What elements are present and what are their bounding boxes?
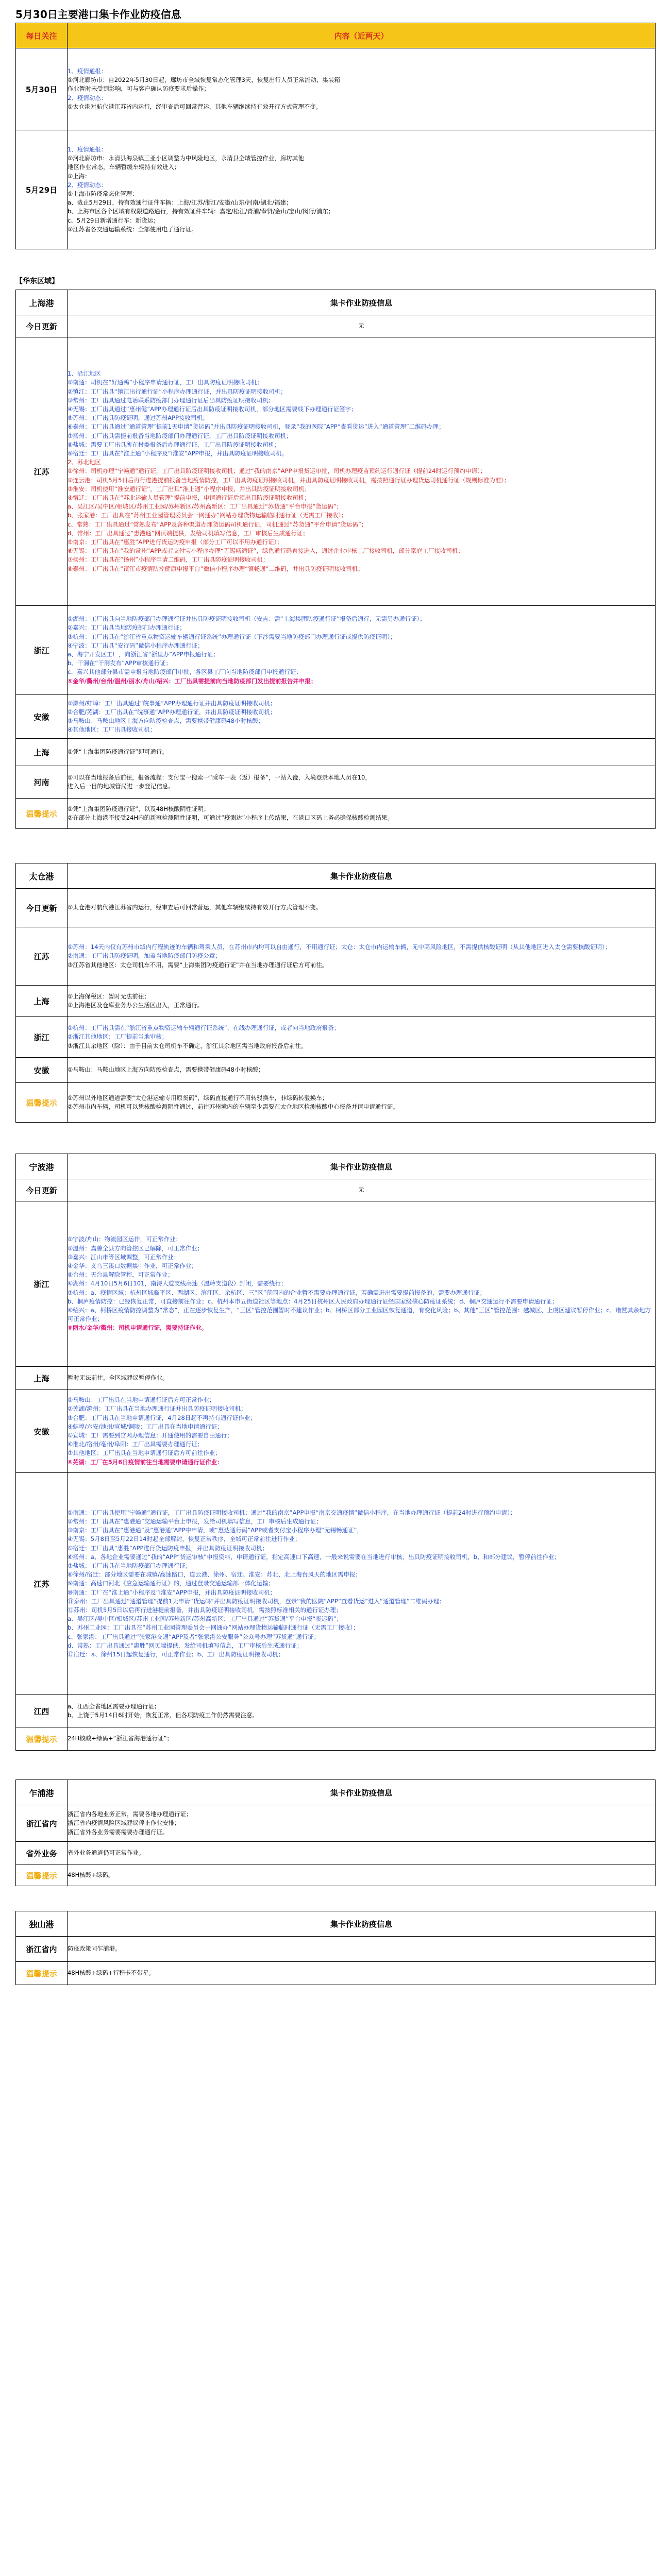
content-line: ⑦盐城：工厂出具在当地防疫部门办理通行证；	[68, 1562, 192, 1569]
region-label: 浙江	[16, 1017, 68, 1058]
notice-label: 温馨提示	[16, 1727, 68, 1751]
content-line: ③常州：工厂出具通过电话联系防疫部门办理通行证后出具防疫证明接收司机；	[68, 396, 275, 404]
content-line: ⑦杭州：a、疫情区域：杭州区域临平区、西湖区、滨江区、余杭区、三“区”范围内的企业暂不需要办理通行证，若确需进出需要提前报备的，需要办理通行证；	[68, 1289, 486, 1296]
content-line: ①苏州：14天内仅有苏州市域内行程轨迹的车辆和驾乘人员，在苏州市内均可以自由通行，不用通行证；太仓：太仓市内运输车辆，无中高风险地区，不需提供核酸证明（从其他地区进入太仓需要核酸证明）；	[68, 943, 611, 951]
content-line: b、上饶于5月14日6时开始，恢复正常，但各项防疫工作仍然需要注意。	[68, 1711, 259, 1719]
content-line: ②南通：工厂出具防疫证明，加盖当地防疫部门防疫公章；	[68, 952, 221, 960]
content-line: ①宁波/舟山：物流园区运作，可正常作业；	[68, 1235, 182, 1243]
content-line: ⑥淮北/宿州/亳州/阜阳：工厂出具需要办理通行证；	[68, 1440, 204, 1448]
content-line: ②常州：工厂出具在“惠港通”交通运输平台上申报，发给司机填写信息，工厂审核后生成通行证；	[68, 1517, 322, 1525]
page-title: 5月30日主要港口集卡作业防疫信息	[15, 8, 181, 21]
region-label: 江西	[16, 1695, 68, 1727]
notice-label: 温馨提示	[16, 1962, 68, 1985]
region-content	[68, 1473, 656, 1695]
notice-content	[68, 1083, 656, 1123]
content-line: ③马鞍山：马鞍山地区上海方向防疫检查点，需要携带健康码48小时核酸；	[68, 717, 264, 724]
region-label: 浙江省内	[16, 1937, 68, 1962]
region-content	[68, 766, 656, 799]
content-line: b、苏州工业园：工厂出具在“苏州工业园管理委员会一网通办”网站办理货物运输临时通行证（无需工厂接收）；	[68, 1624, 359, 1632]
region-content	[68, 1695, 656, 1727]
region-content	[68, 337, 656, 606]
content-line: 1、疫情通报：	[68, 145, 107, 153]
content-line: ②镇江：工厂出具“镇江出行通行证”小程序办理通行证，并出具防疫证明接收司机；	[68, 387, 287, 395]
content-line: ⑬宿迁：a、徐州15日起恢复通行，可正常作业；b、工厂出具防疫证明接收司机；	[68, 1651, 284, 1658]
content-line: ⑤苏州：工厂出具防疫证明，通过苏州APP接收司机；	[68, 414, 209, 422]
content-line: ⑨宿迁：工厂出具在“淮上通”小程序及“i淮安”APP申报，并出具防疫证明接收司机。	[68, 449, 288, 457]
port-name: 独山港	[16, 1911, 68, 1937]
region-content	[68, 695, 656, 739]
region-content	[68, 927, 656, 986]
content-line: ⑥泰州：工厂出具通过“通道管理”提前1天申请“货运码”并出具防疫证明接收司机，登录“我的医院”APP“查看货运”进入“通道管理”二维码办理；	[68, 423, 445, 431]
content-line: ②芜湖/滁州：工厂出具在当地办理通行证并出具防疫证明接收司机；	[68, 1405, 247, 1413]
content-line: ①太仓港对航代港江苏省内运行，经审查后可回常营运，其他车辆继续持有效开行方式管理不变。	[68, 103, 322, 110]
content-line: ③南京：工厂出具在“惠港通”及“惠港通”APP中申请，或“惠达通行码”APP或者支付宝小程序办理“无锡畅通证”，	[68, 1527, 363, 1534]
content-line: ②连云港：司机5月5日后再行进港提前报备当地疫情防控，工厂出具防疫证明接收司机，并出具防疫证明接收司机，需按照通行证办理货运司机通行证（规则标准为准）；	[68, 476, 510, 484]
update-label: 今日更新	[16, 1179, 68, 1201]
region-label: 省外业务	[16, 1842, 68, 1865]
region-label: 江苏	[16, 1473, 68, 1695]
port-header: 集卡作业防疫信息	[68, 1911, 656, 1937]
region-content	[68, 986, 656, 1017]
content-line: ①凭“上海集团防疫通行证”，以及48H核酸阴性证明；	[68, 805, 210, 812]
content-line: ②江苏省各交通运输系统：全部使用电子通行证。	[68, 225, 197, 233]
section-label: 【华东区域】	[15, 277, 59, 285]
port-name: 太仓港	[16, 863, 68, 889]
content-line: ⑥扬州：a、各地企业需要通过“我的”APP“货运审核”申报资料，申请通行证，指定高速口下高速，一般来说需要在当地进行审核，出具防疫证明接收司机，b、和部分建议，暂停前往作业；	[68, 1553, 560, 1561]
port-name: 上海港	[16, 290, 68, 315]
content-line: ④宿迁：工厂出具在“苏北运输人员管理”提前申报，申请通行证后须出具防疫证明接收司机；	[68, 494, 310, 501]
content-line: ⑤宣城：工厂需要到官网办理信息：开通使用的需要自由通行；	[68, 1432, 233, 1439]
region-content	[68, 1058, 656, 1083]
daily-content	[68, 48, 656, 130]
content-line: ①马鞍山：工厂出具在当地申请通行证后方可正常作业；	[68, 1396, 215, 1404]
region-content	[68, 1367, 656, 1390]
port-name: 宁波港	[16, 1154, 68, 1179]
content-line: a、海宁开发区工厂，向浙江省“浙里办”APP申报通行证；	[68, 651, 219, 658]
update-value: 无	[68, 315, 656, 337]
content-line: ②浙江其他地区：工厂提前当地审核；	[68, 1033, 168, 1041]
content-line: 48H核酸+绿码。	[68, 1871, 114, 1879]
content-line: 浙江省内疫情风险区域建议停止作业安排；	[68, 1819, 180, 1827]
content-line: ⑧泰州：工厂出具在“镇江市疫情防控健康申报平台”微信小程序办理“镇畅通”二维码，并出具防疫证明接收司机；	[68, 565, 364, 572]
content-line: ⑩南通：工厂在“淮上通”小程序及“i淮安”APP申报，并出具防疫证明接收司机；	[68, 1588, 276, 1596]
content-line: ⑪泰州：工厂出具通过“通道管理”提前1天申请“货运码”并出具防疫证明接收司机，登录“我的医院”APP“查看货运”进入“通道管理”二维码办理；	[68, 1597, 445, 1605]
region-content	[68, 739, 656, 766]
content-line: ②嘉兴：工厂出具当地防疫部门办理通行证；	[68, 624, 186, 632]
update-content	[68, 889, 656, 927]
content-line: ③合肥：工厂出具在当地申请通行证，4月28日起不再持有通行证作业；	[68, 1414, 256, 1421]
content-line: ④金华：义乌三溪口数据集中作业，可正常作业；	[68, 1262, 197, 1269]
region-content	[68, 1937, 656, 1962]
daily-content	[68, 130, 656, 249]
content-header: 内容（近两天）	[68, 23, 656, 48]
content-line: 作业暂时未受到影响，可与客户确认防疫要求后操作；	[68, 85, 210, 93]
content-line: 2、疫情动态：	[68, 94, 107, 101]
notice-content	[68, 799, 656, 829]
region-content	[68, 1390, 656, 1473]
region-content	[68, 1201, 656, 1367]
content-line: ④其他地区：工厂出具接收司机；	[68, 726, 156, 734]
content-line: ⑤金华/衢州/台州/温州/丽水/舟山/绍兴：工厂出具需提前向当地防疫部门发出提前报告并申报；	[68, 677, 317, 685]
notice-label: 温馨提示	[16, 1083, 68, 1123]
content-line: ⑨南通：高速口河北《应急运输通行证》的，通过登录交通运输部一体化运输；	[68, 1580, 275, 1587]
daily-focus-table	[15, 23, 656, 249]
content-line: ①太仓港对航代港江苏省内运行，经审查后可回常营运，其他车辆继续持有效开行方式管理不变。	[68, 904, 322, 911]
content-line: d、常熟：工厂出具通过“惠胜”网页端提供，发给司机填写信息，工厂审核后生成通行证；	[68, 1641, 303, 1649]
content-line: b、张家港：工厂出具在“苏州工业园管理委员会一网通办”网站办理货物运输临时通行证（无需工厂接收）；	[68, 512, 347, 519]
content-line: b、上海市区各个区域有权限道路通行，持有效证件车辆：嘉定/松江/青浦/奉贤/金山/宝山/闵行/浦东；	[68, 208, 334, 215]
notice-label: 温馨提示	[16, 799, 68, 829]
content-line: ⑤宿迁：工厂出具“惠胜”APP进行货运防疫申报，并出具防疫证明接收司机；	[68, 1544, 268, 1552]
content-line: ④蚌埠/六安/池州/宣城/铜陵：工厂出具在当地申请通行证；	[68, 1422, 223, 1430]
content-line: ⑦其他地区：工厂出具在当地申请通行证后方可前往作业；	[68, 1449, 221, 1457]
content-line: ①南通：工厂出具使用“宁畅通”通行证，工厂出具防疫证明接收司机；通过“我的南京”APP申报“南京交通疫情”微信小程序，在当地办理通行证（提前24时进行预约申请）；	[68, 1509, 516, 1516]
content-line: 1、沿江地区	[68, 370, 101, 378]
date-cell: 5月30日	[16, 48, 68, 130]
content-line: ②合肥/芜湖：工厂出具在“皖事通”APP办理通行证，并出具防疫证明接收司机；	[68, 708, 276, 716]
content-line: 地区作业常态，车辆暂缓车辆持有效进入；	[68, 163, 180, 171]
region-label: 河南	[16, 766, 68, 799]
region-label: 浙江	[16, 1201, 68, 1367]
content-line: ①徐州：司机办理“宁畅通”通行证，工厂出具防疫证明接收司机；通过“我的南京”APP申报货运审批，司机办理疫苗预约运行通行证（提前24时运行预约申请）；	[68, 467, 487, 475]
content-line: a、江西全省地区需要办理通行证；	[68, 1702, 160, 1710]
content-line: ①凭“上海集团防疫通行证”即可通行。	[68, 748, 168, 756]
content-line: 省外业务通道仍可正常作业。	[68, 1849, 145, 1857]
content-line: 暂时无法前往，全区域建议暂停作业。	[68, 1374, 169, 1382]
content-line: ⑧绍兴：a、柯桥区疫情防控调整为“常态”，正在逐步恢复生产，“三区”管控范围暂时不建议作业；b、柯桥区部分工业园区恢复通道，有变化风险；b、其他“三区”管控范围：越城区、上虞区建议暂停作业；c、诸暨其余地方可正常作业；	[68, 1307, 651, 1323]
content-line: a、吴江区/吴中区/相城区/苏州工业园/苏州新区/苏州高新区：工厂出具通过“苏货通”平台申报“货运码”；	[68, 503, 343, 511]
region-content	[68, 606, 656, 695]
content-line: ③杭州：工厂出具在“浙江省重点物资运输车辆通行证系统”办理通行证（下沙需要当地防疫部门办理通行证或提供防疫证明）；	[68, 633, 396, 640]
content-line: ②温州：嘉善全县方向管控区已解除，可正常作业；	[68, 1244, 204, 1252]
port-table-ningbo	[15, 1154, 656, 1751]
content-line: ①湖州：工厂出具向当地防疫部门办理通行证并出具防疫证明接收司机（安吉：需“上海集团防疫通行证”报备后通行，无需另办通行证）；	[68, 615, 426, 623]
date-cell: 5月29日	[16, 130, 68, 249]
port-table-zhapu	[15, 1780, 656, 1886]
content-line: ⑤南京：工厂出具在“惠胜”APP进行货运防疫申报（部分工厂可以不用办通行证）；	[68, 538, 283, 546]
region-content	[68, 1805, 656, 1842]
port-table-shanghai	[15, 290, 656, 829]
notice-label: 温馨提示	[16, 1865, 68, 1886]
content-line: c、张家港：工厂出具通过“张家港交通”APP及者“张家港公安服务”公众号办理“苏货通”通行证；	[68, 1633, 320, 1640]
update-label: 今日更新	[16, 889, 68, 927]
content-line: ⑧徐州/宿迁：部分地区需要在城镇/高速路口，连云港、徐州、宿迁、淮安：苏北、北上海台风天的地区需申报；	[68, 1571, 362, 1579]
content-line: ③江苏省其他地区：太仓司机车不用，需要“上海集团防疫通行证”并在当地办理通行证后方可前往。	[68, 961, 328, 969]
content-line: c、嘉兴其他部分县市需申报当地防疫部门审批，各区县工厂向当地防疫部门申报通行证；	[68, 668, 302, 676]
region-label: 上海	[16, 1367, 68, 1390]
region-label: 江苏	[16, 927, 68, 986]
region-label: 浙江省内	[16, 1805, 68, 1842]
content-line: c、5月29日新增通行车：新货运；	[68, 216, 159, 224]
region-label: 安徽	[16, 1390, 68, 1473]
content-line: ①南通：司机在“好通鸭”小程序申请通行证，工厂出具防疫证明接收司机；	[68, 379, 263, 386]
content-line: ②上海：	[68, 172, 91, 180]
content-line: ⑤台州：天台县解除管控，可正常作业；	[68, 1271, 174, 1279]
content-line: ③嘉兴：江山市等区域调整，可正常作业；	[68, 1253, 180, 1261]
content-line: ①滁州/蚌埠：工厂出具通过“皖事通”APP办理通行证并出具防疫证明接收司机；	[68, 699, 276, 707]
region-label: 浙江	[16, 606, 68, 695]
content-line: 1、疫情通报：	[68, 67, 107, 75]
content-line: ①苏州以外地区通道需要“太仓港运输专用原货码”，绿码直接通行不用转驳换车，非绿码转驳换车；	[68, 1094, 328, 1101]
content-line: ①可以在当地报备后前往，报备流程：支付宝一搜索一“乘车一表（返）报备”，一站入豫，入境登录本地人员在10，	[68, 773, 371, 781]
region-content	[68, 1017, 656, 1058]
region-label: 上海	[16, 739, 68, 766]
content-line: a、截止5月29日，持有效通行证件车辆：上海/江苏/浙江/安徽/山东/河南/湖北/福建；	[68, 199, 292, 207]
content-line: b、干洞在“干洞发布”APP审核通行证；	[68, 659, 172, 667]
port-table-dushan	[15, 1911, 656, 1985]
port-header: 集卡作业防疫信息	[68, 1780, 656, 1805]
port-name: 乍浦港	[16, 1780, 68, 1805]
content-line: ⑧芜湖：工厂在5月6日疫情前往当地需要申请通行证作业：	[68, 1458, 223, 1466]
content-line: ⑦扬州：工厂出具在“扬州”小程序申请二维码，工厂出具防疫证明接收司机；	[68, 556, 269, 564]
content-line: ①河北廊坊市：自2022年5月30日起，廊坊市全域恢复常态化管理3天，恢复出行人员正常流动，集装箱	[68, 76, 340, 84]
region-label: 上海	[16, 986, 68, 1017]
notice-content	[68, 1727, 656, 1751]
content-line: ⑫苏州：司机5月5日以后再行进港提前报备，并出具防疫证明接收司机，需按照标准相关的通行证办理；	[68, 1606, 342, 1614]
content-line: 浙江省内各地业务正常，需要各地办理通行证；	[68, 1810, 192, 1818]
content-line: d、常州：工厂出具通过“惠港通”网页端提供，发给司机填写信息，工厂审核后生成通行证；	[68, 529, 309, 537]
content-line: b、桐庐疫情防控：已经恢复正常，可直接前往作业；c、杭州本市五街道社区等地点：4月25日杭州区人民政府办理通行证经国家级核心防疫证系统；d、桐庐交通运行不需要申请通行证；	[68, 1297, 558, 1305]
update-label: 今日更新	[16, 315, 68, 337]
content-line: 2、疫情动态：	[68, 181, 107, 189]
content-line: ⑨丽水/金华/衢州：司机申请通行证，需要持证作业。	[68, 1324, 208, 1332]
content-line: ①杭州：工厂出具需在“浙江省重点物资运输车辆通行证系统”，在线办理通行证，或者向当地政府报备；	[68, 1024, 340, 1032]
content-line: 进入后一目的地城管局进一步登记信息。	[68, 783, 174, 790]
content-line: ④无锡：5月8日至5月22日14时起全部解封，恢复正常秩序，全城可正常前往进行作业；	[68, 1535, 301, 1543]
content-line: 浙江省外各业务需要需要办理通行证。	[68, 1828, 169, 1836]
region-label: 安徽	[16, 695, 68, 739]
region-content	[68, 1842, 656, 1865]
port-header: 集卡作业防疫信息	[68, 863, 656, 889]
region-label: 江苏	[16, 337, 68, 606]
content-line: ⑥无锡：工厂出具在“我的常州”APP或者支付宝小程序办理“无锡畅通证”，绿色通行码直接进入，通过企业审核工厂接收司机，部分家庭工厂接收司机；	[68, 547, 464, 555]
notice-content	[68, 1962, 656, 1985]
content-line: ④无锡：工厂出具通过“惠州健”APP办理通行证后出具防疫证明接收司机，部分地区需要线下办理通行证签字；	[68, 405, 357, 413]
content-line: 48H核酸+绿码+行程卡不带星。	[68, 1969, 155, 1977]
content-line: ④宁波：工厂出具“安行码”微信小程序办理通行证；	[68, 641, 204, 649]
port-header: 集卡作业防疫信息	[68, 1154, 656, 1179]
content-line: 24H核酸+绿码+“浙江省海港通行证”；	[68, 1735, 173, 1742]
content-line: ②苏州市内车辆，司机可以凭核酸检测阴性通过，前往苏州境内的车辆至少需要在太仓地区检测核酸中心报备并请申请通行证。	[68, 1103, 399, 1110]
content-line: ①河北廊坊市：永清县海泉镇三亚小区调整为中风险地区，永清县全域管控作业，廊坊其他	[68, 155, 304, 162]
content-line: ①上海市防疫常态化管理：	[68, 190, 138, 197]
content-line: ⑦扬州：工厂出具需提前报备当地防疫部门办理通行证，工厂出具防疫证明接收司机；	[68, 432, 292, 439]
port-table-taicang	[15, 863, 656, 1123]
content-line: ⑧盐城：需要工厂出具所在村委报备后办理通行证，工厂出具防疫证明接收司机；	[68, 440, 280, 448]
content-line: ③淮安：司机使用“淮安通行证”，工厂出具“淮上通”小程序申报，并出具防疫证明接收司机；	[68, 485, 311, 493]
content-line: ②在部分上海港不接受24H内的新冠检测阴性证明，可通过“疫测达”小程序上传结果，在港口区码上务必确保核酸检测结果。	[68, 814, 393, 821]
content-line: a、吴江区/吴中区/相城区/苏州工业园/苏州新区/苏州高新区：工厂出具通过“苏货通”平台申报“货运码”；	[68, 1615, 343, 1623]
content-line: ②上海港区及仓库业务办公生活区出入，正常通行。	[68, 1002, 204, 1009]
content-line: c、常熟：工厂出具通过“常熟发布”APP及各种渠道办理货运码司机通行证，司机通过“苏货通”平台申请“货运码”；	[68, 520, 367, 528]
content-line: ①上海保税区：暂时无法前往；	[68, 992, 150, 1000]
update-value: 无	[68, 1179, 656, 1201]
region-label: 安徽	[16, 1058, 68, 1083]
notice-content	[68, 1865, 656, 1886]
content-line: ⑥湖州：4月10日5月6日101，南浔大道支线高速（温岭支道段）封闭，需要绕行；	[68, 1280, 287, 1287]
content-line: ①马鞍山：马鞍山地区上海方向防疫检查点，需要携带健康码48小时核酸；	[68, 1066, 264, 1074]
daily-focus-header: 每日关注	[16, 23, 68, 48]
content-line: 防疫政策同乍浦港。	[68, 1945, 121, 1953]
port-header: 集卡作业防疫信息	[68, 290, 656, 315]
content-line: ③浙江其余地区（除）：由于目前太仓司机车不确定，浙江其余地区需当地政府报备后前往。	[68, 1042, 307, 1049]
content-line: 2、苏北地区	[68, 459, 101, 466]
